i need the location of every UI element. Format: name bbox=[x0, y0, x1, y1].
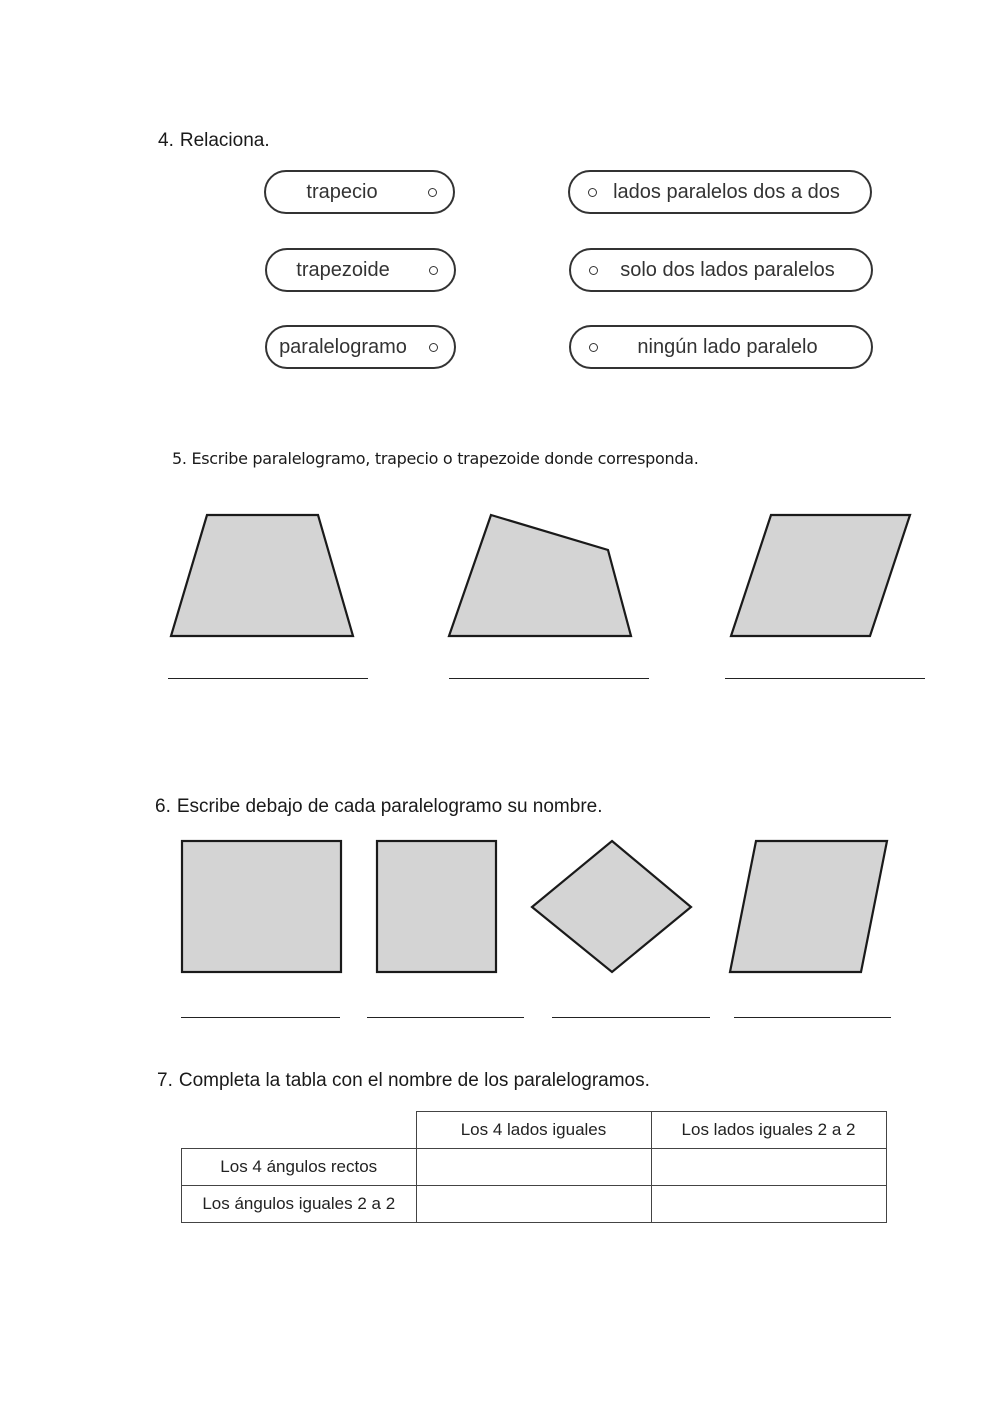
answer-line[interactable] bbox=[168, 678, 368, 679]
table-col-header: Los 4 lados iguales bbox=[416, 1112, 651, 1149]
exercise-6-heading bbox=[155, 796, 603, 818]
table-answer-cell[interactable] bbox=[416, 1186, 651, 1223]
match-left-label: trapecio bbox=[306, 180, 378, 203]
table-answer-cell[interactable] bbox=[651, 1186, 886, 1223]
table-row-header: Los 4 ángulos rectos bbox=[182, 1149, 417, 1186]
exercise-5-title: 5. Escribe paralelogramo, trapecio o trapezoide donde corresponda. bbox=[172, 449, 699, 468]
exercise-4-number: 4. bbox=[158, 130, 174, 151]
match-right-label: lados paralelos dos a dos bbox=[613, 180, 840, 203]
exercise-6-title: Escribe debajo de cada paralelogramo su nombre. bbox=[176, 796, 603, 817]
exercise-7-title: Completa la tabla con el nombre de los paralelogramos. bbox=[178, 1070, 650, 1091]
parallelogram-table bbox=[181, 1111, 887, 1223]
table-row bbox=[182, 1149, 887, 1186]
exercise-7-heading bbox=[157, 1070, 650, 1092]
table-col-header: Los lados iguales 2 a 2 bbox=[651, 1112, 886, 1149]
exercise-7-number: 7. bbox=[157, 1070, 173, 1091]
table-row-header: Los ángulos iguales 2 a 2 bbox=[182, 1186, 417, 1223]
exercise-6-number: 6. bbox=[155, 796, 171, 817]
match-left-label: trapezoide bbox=[296, 258, 390, 281]
match-left-label: paralelogramo bbox=[279, 335, 407, 358]
table-row bbox=[182, 1186, 887, 1223]
trapezoid-shape bbox=[171, 515, 353, 636]
rectangle-shape bbox=[377, 841, 496, 972]
rhomboid-shape bbox=[730, 841, 887, 972]
parallelogram-shape bbox=[731, 515, 910, 636]
exercise-4-title: Relaciona. bbox=[179, 130, 270, 151]
rhombus-shape bbox=[532, 841, 691, 972]
match-right-label: ningún lado paralelo bbox=[637, 335, 818, 358]
answer-line[interactable] bbox=[181, 1017, 340, 1018]
answer-line[interactable] bbox=[367, 1017, 524, 1018]
square-shape bbox=[182, 841, 341, 972]
irregular-quadrilateral-shape bbox=[449, 515, 631, 636]
answer-line[interactable] bbox=[449, 678, 649, 679]
table-header-row bbox=[182, 1112, 887, 1149]
table-corner-cell bbox=[182, 1112, 417, 1149]
table-answer-cell[interactable] bbox=[416, 1149, 651, 1186]
answer-line[interactable] bbox=[725, 678, 925, 679]
match-right-label: solo dos lados paralelos bbox=[620, 258, 835, 281]
answer-line[interactable] bbox=[552, 1017, 710, 1018]
answer-line[interactable] bbox=[734, 1017, 891, 1018]
table-answer-cell[interactable] bbox=[651, 1149, 886, 1186]
